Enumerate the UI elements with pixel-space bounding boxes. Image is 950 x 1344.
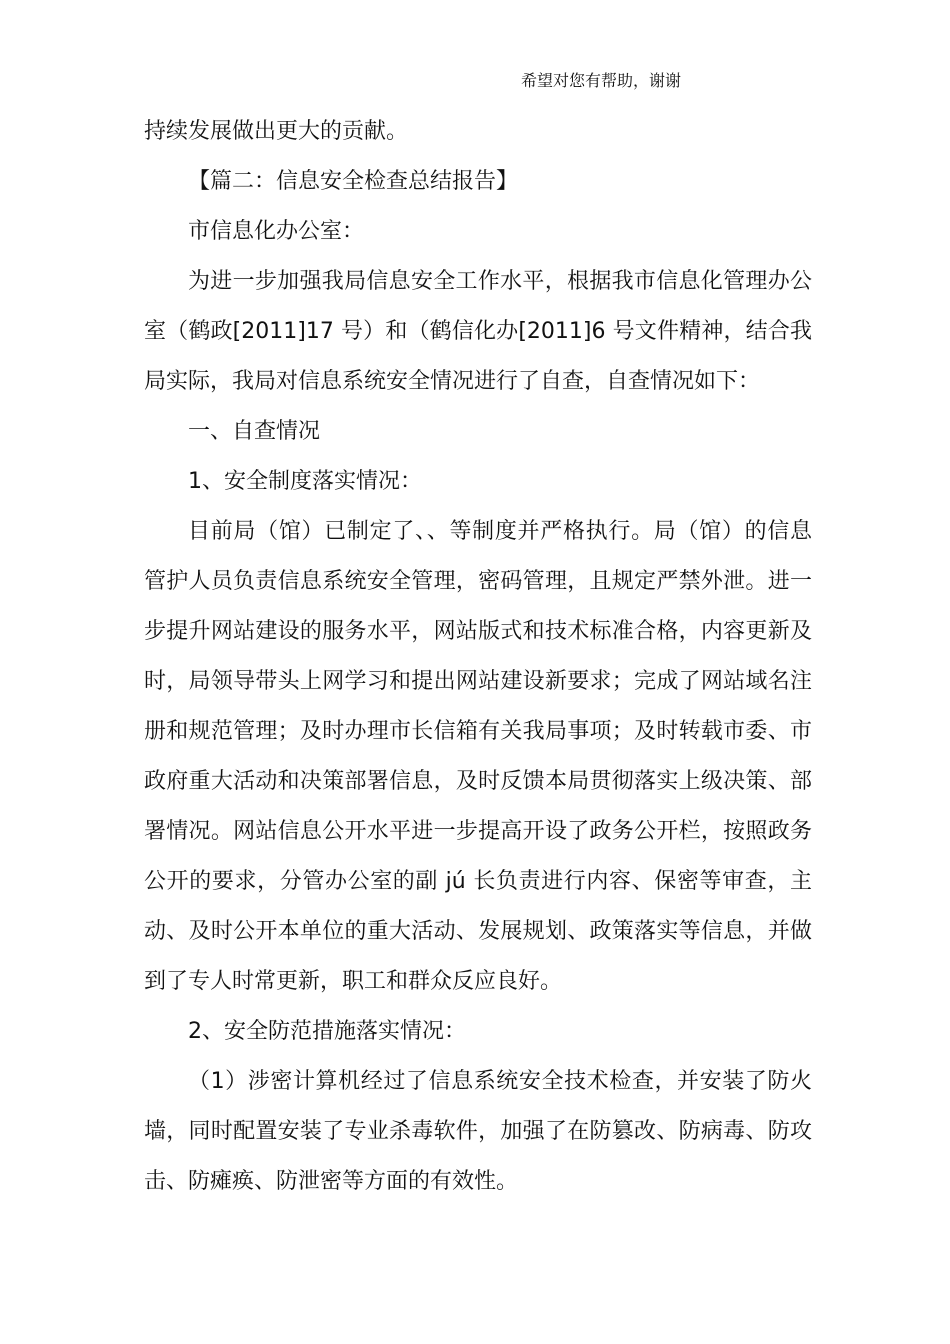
document-body xyxy=(144,107,812,1207)
heading-safety-system: 1、安全制度落实情况： xyxy=(188,469,422,494)
heading-safety-measures: 2、安全防范措施落实情况： xyxy=(188,1019,466,1044)
paragraph-continuation: 持续发展做出更大的贡献。 xyxy=(144,119,409,144)
paragraph-intro: 为进一步加强我局信息安全工作水平，根据我市信息化管理办公室（鹤政[2011]17 号）和（鹤信化办[2011]6 号文件精神，结合我局实际，我局对信息系统安全情况进行了自查，自查情况如下： xyxy=(144,269,812,394)
addressee: 市信息化办公室： xyxy=(188,219,365,244)
heading-self-check: 一、自查情况 xyxy=(188,419,321,444)
paragraph-safety-measures: （1）涉密计算机经过了信息系统安全技术检查，并安装了防火墙，同时配置安装了专业杀毒软件，加强了在防篡改、防病毒、防攻击、防瘫痪、防泄密等方面的有效性。 xyxy=(144,1069,812,1194)
header-note: 希望对您有帮助，谢谢 xyxy=(521,71,682,90)
paragraph-safety-system: 目前局（馆）已制定了、、等制度并严格执行。局（馆）的信息管护人员负责信息系统安全管理，密码管理，且规定严禁外泄。进一步提升网站建设的服务水平，网站版式和技术标准合格，内容更新及时，局领导带头上网学习和提出网站建设新要求；完成了网站域名注册和规范管理；及时办理市长信箱有关我局事项；及时转载市委、市政府重大活动和决策部署信息，及时反馈本局贯彻落实上级决策、部署情况。网站信息公开水平进一步提高开设了政务公开栏，按照政务公开的要求，分管办公室的副 jú 长负责进行内容、保密等审查，主动、及时公开本单位的重大活动、发展规划、政策落实等信息，并做到了专人时常更新，职工和群众反应良好。 xyxy=(144,519,812,994)
section-title: 【篇二：信息安全检查总结报告】 xyxy=(188,169,519,194)
